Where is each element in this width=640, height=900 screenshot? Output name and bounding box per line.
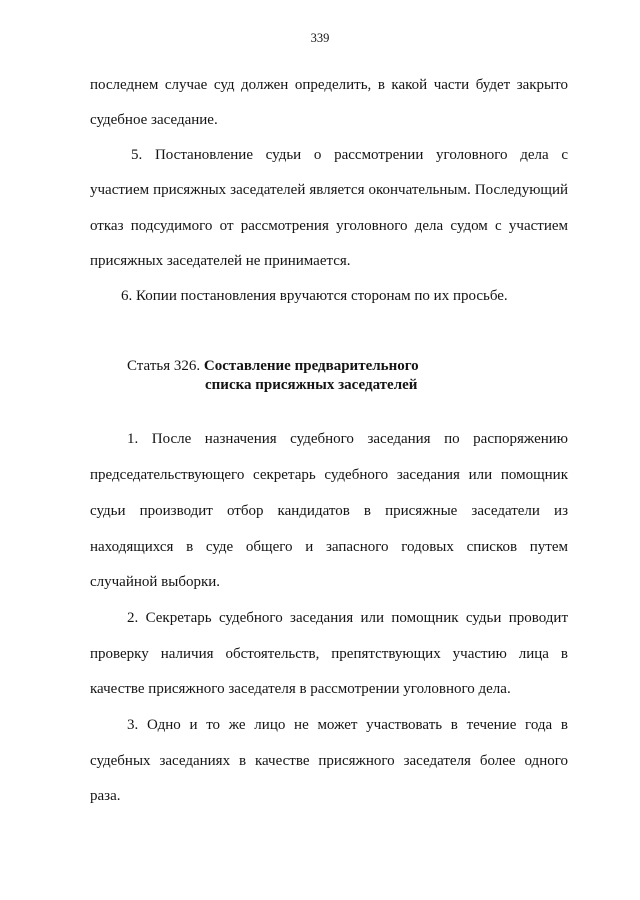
page-number: 339 <box>310 31 330 45</box>
paragraph-1-first-line: 1. После назначения судебного заседания по распоряжению <box>127 431 568 447</box>
article-title-line-2: списка присяжных заседателей <box>205 377 418 393</box>
body-text-line: проверку наличия обстоятельств, препятствующих участию лица в <box>90 646 568 662</box>
body-text-line: председательствующего секретарь судебного заседания или помощник <box>90 467 568 483</box>
body-text-line: присяжных заседателей не принимается. <box>90 253 351 269</box>
body-text-line: случайной выборки. <box>90 574 221 590</box>
article-heading <box>127 357 419 375</box>
paragraph-6: 6. Копии постановления вручаются сторонам по их просьбе. <box>121 288 508 304</box>
body-text-line: находящихся в суде общего и запасного годовых списков путем <box>90 539 568 555</box>
paragraph-5-first-line: 5. Постановление судьи о рассмотрении уголовного дела с <box>131 147 568 163</box>
body-text-line: раза. <box>90 788 121 804</box>
body-text-line: участием присяжных заседателей является окончательным. Последующий <box>90 182 568 198</box>
paragraph-2-first-line: 2. Секретарь судебного заседания или помощник судьи проводит <box>127 610 568 626</box>
body-text-line: судебное заседание. <box>90 112 218 128</box>
article-label: Статья 326. <box>127 358 201 374</box>
body-text-line: судьи производит отбор кандидатов в присяжные заседатели из <box>90 503 568 519</box>
body-text-line: судебных заседаниях в качестве присяжного заседателя более одного <box>90 753 568 769</box>
body-text-line: качестве присяжного заседателя в рассмотрении уголовного дела. <box>90 681 511 697</box>
body-text-line: отказ подсудимого от рассмотрения уголовного дела судом с участием <box>90 218 568 234</box>
paragraph-3-first-line: 3. Одно и то же лицо не может участвовать в течение года в <box>127 717 568 733</box>
body-text-line: последнем случае суд должен определить, в какой части будет закрыто <box>90 77 568 93</box>
article-title-line-1: Составление предварительного <box>203 358 419 374</box>
